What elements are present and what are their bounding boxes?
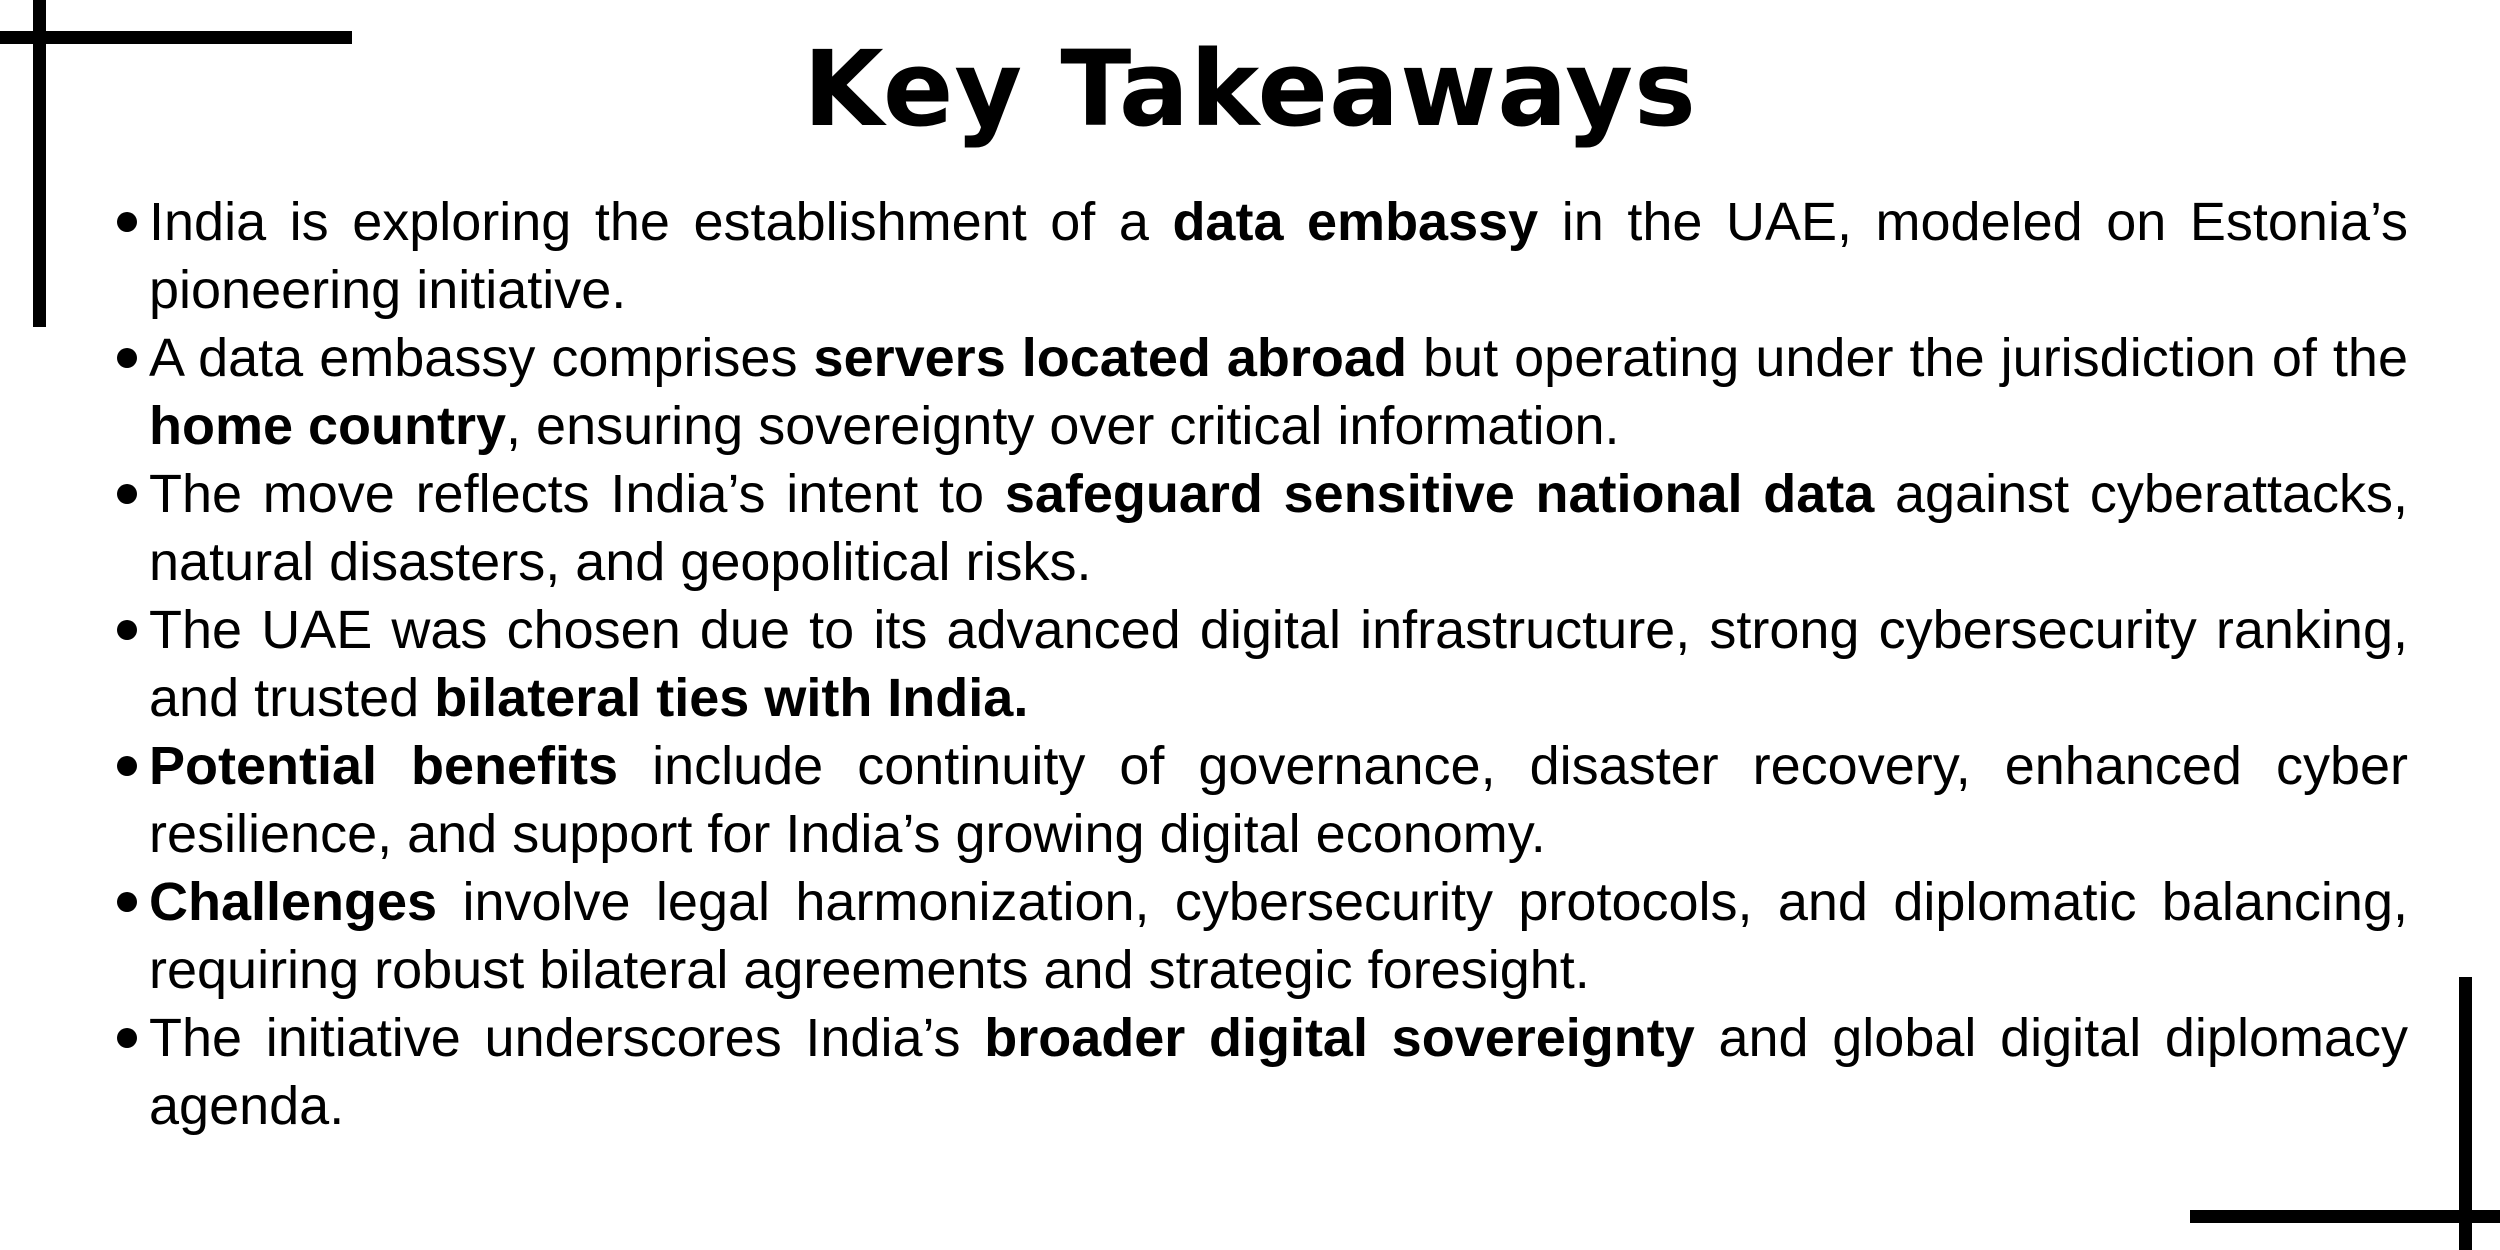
bullet-marker-icon	[117, 348, 137, 368]
takeaway-text: A data embassy comprises servers located abroad but operating under the jurisdiction of the home country, ensuring sovereignty over critical information.	[149, 328, 2408, 456]
corner-decoration-bottom-right-horizontal-line	[2190, 1210, 2500, 1223]
takeaway-text: The UAE was chosen due to its advanced digital infrastructure, strong cybersecurity ranking, and trusted bilateral ties with India.	[149, 600, 2408, 728]
takeaway-text: Potential benefits include continuity of governance, disaster recovery, enhanced cyber resilience, and support for India’s growing digital economy.	[149, 736, 2408, 864]
takeaway-item	[115, 596, 2408, 732]
takeaway-item	[115, 324, 2408, 460]
takeaway-text: The move reflects India’s intent to safeguard sensitive national data against cyberattacks, natural disasters, and geopolitical risks.	[149, 464, 2408, 592]
takeaway-text: Challenges involve legal harmonization, cybersecurity protocols, and diplomatic balancing, requiring robust bilateral agreements and strategic foresight.	[149, 872, 2408, 1000]
takeaway-item	[115, 1004, 2408, 1140]
bullet-marker-icon	[117, 620, 137, 640]
takeaway-item	[115, 460, 2408, 596]
takeaways-list	[115, 188, 2408, 1140]
takeaway-text: The initiative underscores India’s broader digital sovereignty and global digital diplomacy agenda.	[149, 1008, 2408, 1136]
takeaway-item	[115, 868, 2408, 1004]
bullet-marker-icon	[117, 756, 137, 776]
bullet-marker-icon	[117, 212, 137, 232]
takeaway-item	[115, 188, 2408, 324]
bullet-marker-icon	[117, 892, 137, 912]
takeaway-text: India is exploring the establishment of a data embassy in the UAE, modeled on Estonia’s pioneering initiative.	[149, 192, 2408, 320]
bullet-marker-icon	[117, 1028, 137, 1048]
bullet-marker-icon	[117, 484, 137, 504]
page-title: Key Takeaways	[803, 28, 1697, 150]
takeaway-item	[115, 732, 2408, 868]
